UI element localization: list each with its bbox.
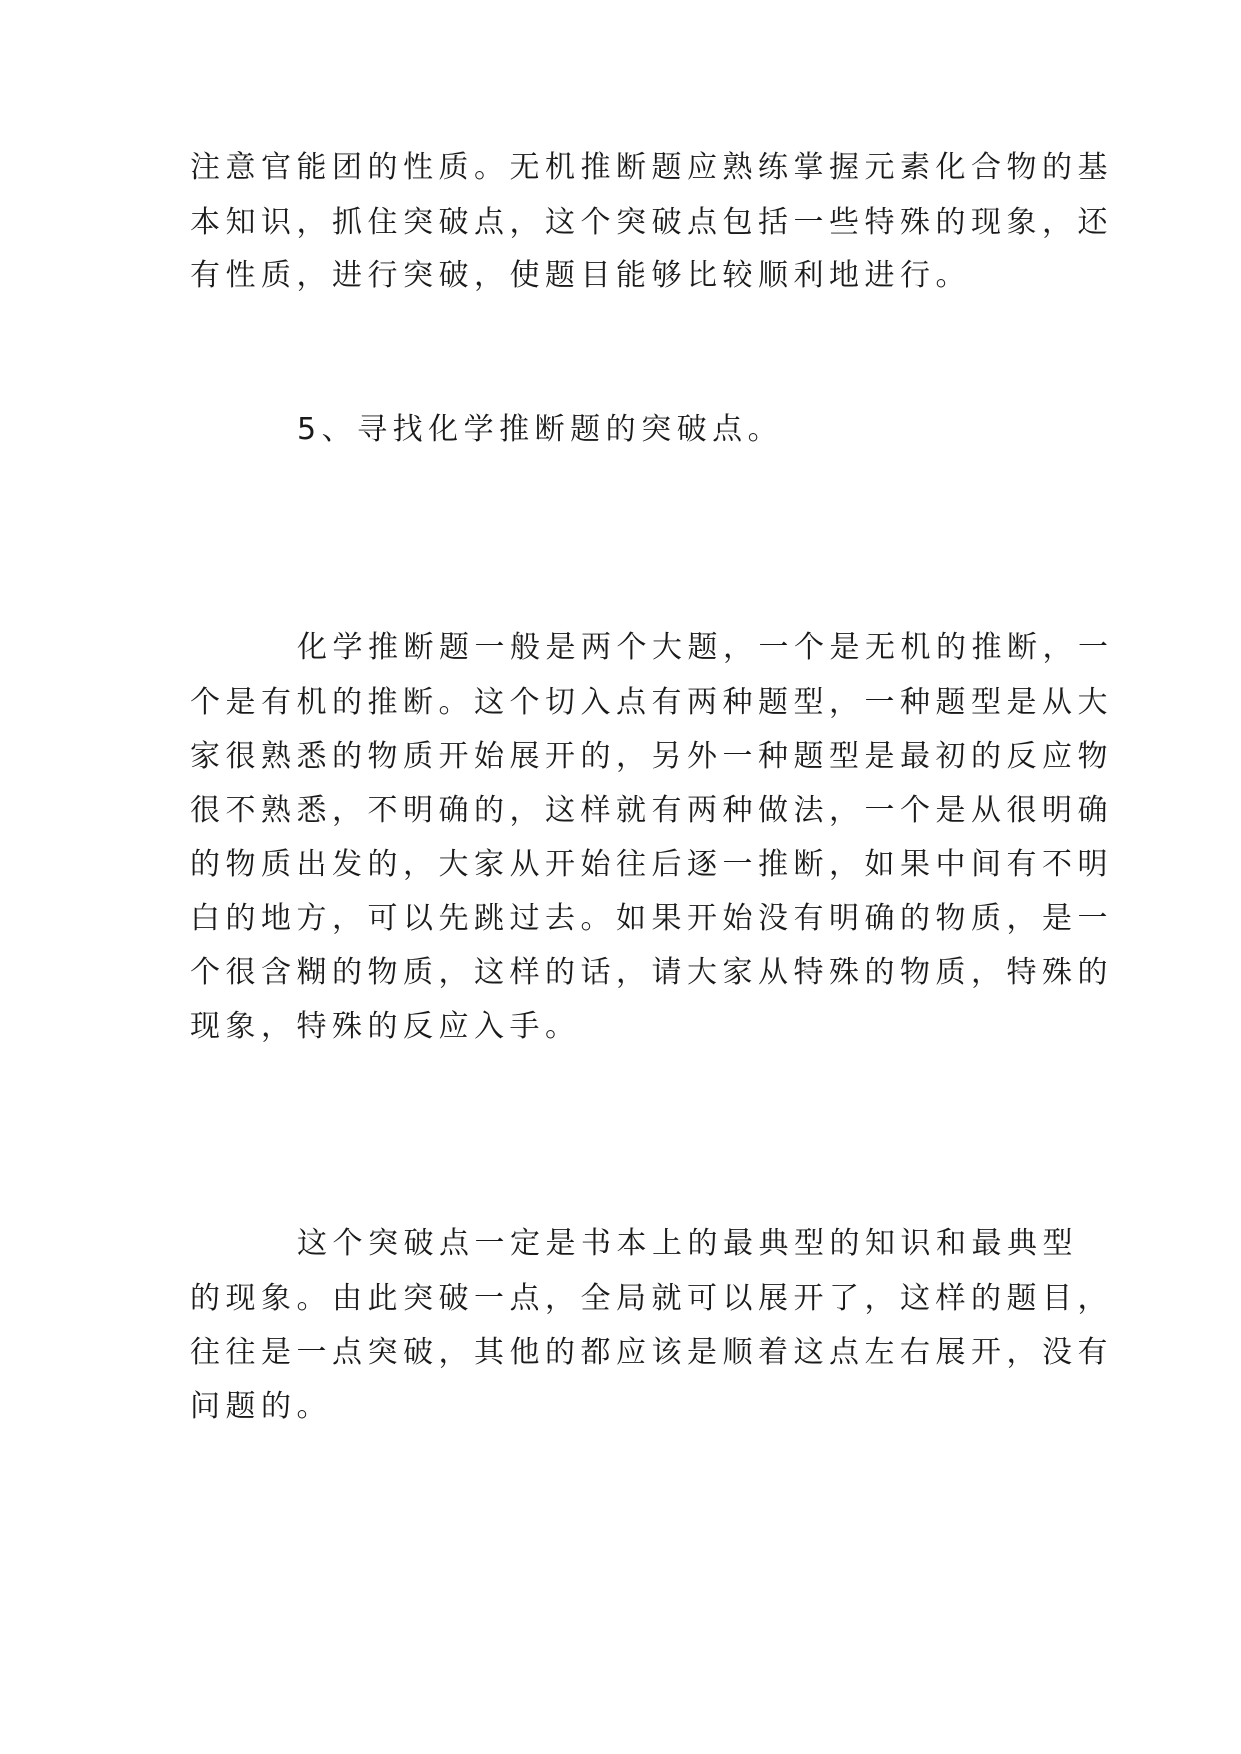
paragraph-2-line-4: 很不熟悉，不明确的，这样就有两种做法，一个是从很明确 bbox=[190, 793, 1113, 828]
section-heading-5: 5、寻找化学推断题的突破点。 bbox=[297, 412, 784, 447]
paragraph-2-line-1: 化学推断题一般是两个大题，一个是无机的推断，一 bbox=[297, 630, 1114, 665]
paragraph-1-line-2: 本知识，抓住突破点，这个突破点包括一些特殊的现象，还 bbox=[190, 205, 1113, 240]
paragraph-2-line-6: 白的地方，可以先跳过去。如果开始没有明确的物质，是一 bbox=[190, 901, 1113, 936]
paragraph-2-line-7: 个很含糊的物质，这样的话，请大家从特殊的物质，特殊的 bbox=[190, 955, 1113, 990]
paragraph-2-line-2: 个是有机的推断。这个切入点有两种题型，一种题型是从大 bbox=[190, 685, 1113, 720]
paragraph-3-line-3: 往往是一点突破，其他的都应该是顺着这点左右展开，没有 bbox=[190, 1335, 1113, 1370]
paragraph-1-line-1: 注意官能团的性质。无机推断题应熟练掌握元素化合物的基 bbox=[190, 150, 1113, 185]
paragraph-3-line-4: 问题的。 bbox=[190, 1389, 332, 1424]
paragraph-3-line-2: 的现象。由此突破一点，全局就可以展开了，这样的题目， bbox=[190, 1281, 1113, 1316]
paragraph-2-line-8: 现象，特殊的反应入手。 bbox=[190, 1009, 581, 1044]
paragraph-2-line-3: 家很熟悉的物质开始展开的，另外一种题型是最初的反应物 bbox=[190, 739, 1113, 774]
paragraph-1-line-3: 有性质，进行突破，使题目能够比较顺利地进行。 bbox=[190, 258, 971, 293]
paragraph-2-line-5: 的物质出发的，大家从开始往后逐一推断，如果中间有不明 bbox=[190, 847, 1113, 882]
paragraph-3-line-1: 这个突破点一定是书本上的最典型的知识和最典型 bbox=[297, 1226, 1078, 1261]
